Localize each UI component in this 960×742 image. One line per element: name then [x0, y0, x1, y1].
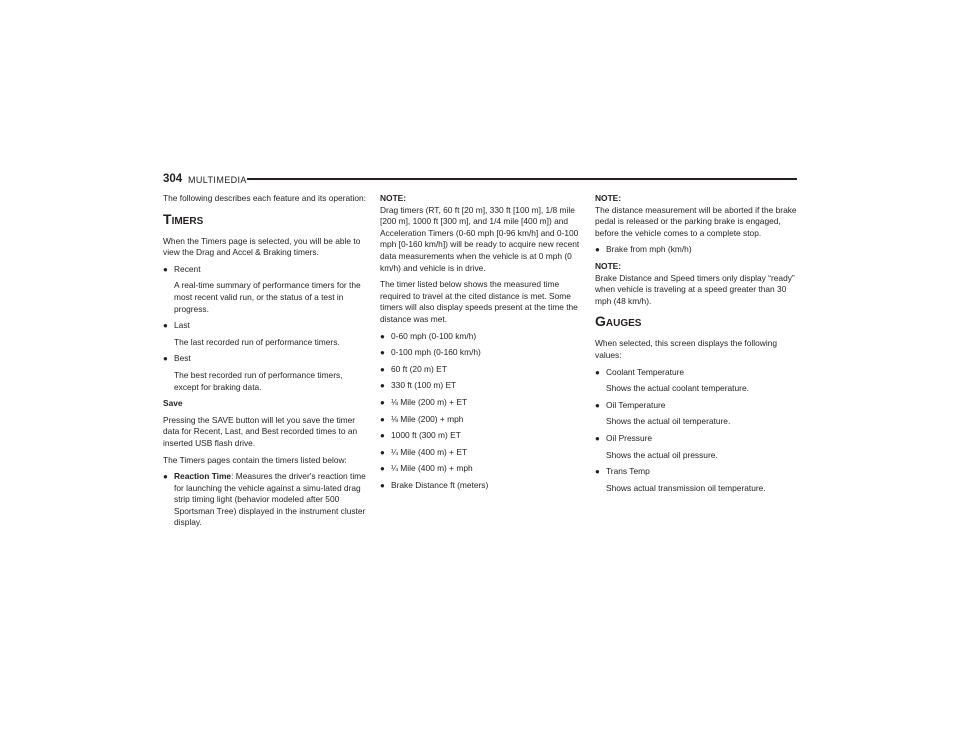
note-text: Drag timers (RT, 60 ft [20 m], 330 ft [100 m], 1/8 mile [200 m], 1000 ft [300 m], and 1/4 mile [400 m]) and Acceleration Timers (0-60 mph [0-96 km/h] and 0-100 mph [0-160 km/h]) will be ready to acquire new recent data measurements when the vehicle is at 0 mph (0 km/h) and vehicle is in drive. — [380, 204, 580, 273]
column-1 — [163, 193, 368, 534]
bullet-icon: ● — [380, 331, 385, 341]
timer-type-list — [163, 264, 368, 276]
list-item: ● 330 ft (100 m) ET — [380, 380, 457, 391]
list-item: ● Last — [163, 320, 190, 331]
bullet-icon: ● — [380, 480, 385, 490]
bullet-icon: ● — [380, 364, 385, 374]
item-description: The last recorded run of performance timers. — [174, 336, 340, 347]
save-text: Pressing the SAVE button will let you save the timer data for Recent, Last, and Best recorded times to an inserted USB flash drive. — [163, 414, 358, 448]
list-item: ● 60 ft (20 m) ET — [380, 363, 447, 374]
bullet-icon: ● — [380, 447, 385, 457]
bullet-icon: ● — [380, 431, 385, 441]
note-text: The distance measurement will be aborted if the brake pedal is released or the parking brake is engaged, before the vehicle comes to a complete stop. — [595, 204, 797, 238]
page-header — [163, 172, 797, 186]
bullet-icon: ● — [380, 348, 385, 358]
list-item: ● Reaction Time: Measures the driver's reaction time for launching the vehicle against a simu-lated drag strip timing light (behavior modeled after 500 Sportsman Tree) displayed in the instrument cluster display. — [163, 471, 366, 528]
list-item: ● Oil Temperature — [595, 399, 666, 410]
timer-paragraph: The timer listed below shows the measured time required to travel at the cited distance is met. Some timers will also display speeds present at the time the distance was met. — [380, 279, 578, 324]
list-item: ● 0-100 mph (0-160 km/h) — [380, 347, 481, 358]
list-item: ● Brake Distance ft (meters) — [380, 479, 489, 490]
note-heading: NOTE: — [595, 193, 622, 203]
list-item: ● ⅛ Mile (200) + mph — [380, 413, 464, 424]
list-item: ● ⅛ Mile (200 m) + ET — [380, 396, 468, 407]
bullet-icon: ● — [163, 321, 168, 331]
gauges-heading: GAUGES — [595, 313, 642, 330]
list-item: ● 0-60 mph (0-100 km/h) — [380, 330, 477, 341]
bullet-icon: ● — [380, 381, 385, 391]
header-rule — [247, 178, 797, 180]
note-heading: NOTE: — [380, 193, 407, 203]
item-description: Shows the actual oil temperature. — [606, 416, 731, 427]
list-item: ● Recent — [163, 263, 201, 274]
item-description: Shows the actual oil pressure. — [606, 449, 718, 460]
list-item: ● Best — [163, 353, 191, 364]
bullet-icon: ● — [595, 367, 600, 377]
intro-text: The following describes each feature and its operation: — [163, 193, 366, 203]
list-item: ● ¼ Mile (400 m) + ET — [380, 446, 468, 457]
item-description: Shows the actual coolant temperature. — [606, 383, 749, 394]
list-item: ● ¼ Mile (400 m) + mph — [380, 463, 473, 474]
section-title: MULTIMEDIA — [188, 175, 247, 185]
note-text: Brake Distance and Speed timers only display “ready” when vehicle is traveling at a speed greater than 30 mph (48 km/h). — [595, 272, 795, 306]
timers-heading: TIMERS — [163, 210, 204, 227]
page-number: 304 — [163, 173, 183, 185]
bullet-icon: ● — [595, 433, 600, 443]
item-description: Shows actual transmission oil temperature. — [606, 482, 766, 493]
save-heading: Save — [163, 398, 183, 409]
column-3 — [595, 193, 800, 499]
bullet-icon: ● — [163, 354, 168, 364]
timers-list-intro: The Timers pages contain the timers listed below: — [163, 454, 347, 465]
bullet-icon: ● — [595, 467, 600, 477]
bullet-icon: ● — [163, 472, 168, 482]
list-item: ● Brake from mph (km/h) — [595, 244, 692, 255]
note-heading: NOTE: — [595, 260, 622, 271]
item-description: The best recorded run of performance timers, except for braking data. — [174, 369, 343, 392]
bullet-icon: ● — [163, 264, 168, 274]
list-item: ● Coolant Temperature — [595, 366, 685, 377]
list-item: ● Trans Temp — [595, 466, 650, 477]
bullet-icon: ● — [380, 397, 385, 407]
bullet-icon: ● — [380, 414, 385, 424]
timers-intro: When the Timers page is selected, you will be able to view the Drag and Accel & Braking timers. — [163, 235, 361, 258]
list-item: ● Oil Pressure — [595, 432, 653, 443]
gauges-intro: When selected, this screen displays the following values: — [595, 338, 778, 360]
bullet-icon: ● — [380, 464, 385, 474]
bullet-icon: ● — [595, 400, 600, 410]
bullet-icon: ● — [595, 245, 600, 255]
item-description: A real-time summary of performance timers for the most recent valid run, or the status of a test in progress. — [174, 280, 361, 314]
column-2 — [380, 193, 585, 496]
timer-list — [380, 331, 585, 492]
list-item: ● 1000 ft (300 m) ET — [380, 430, 461, 441]
